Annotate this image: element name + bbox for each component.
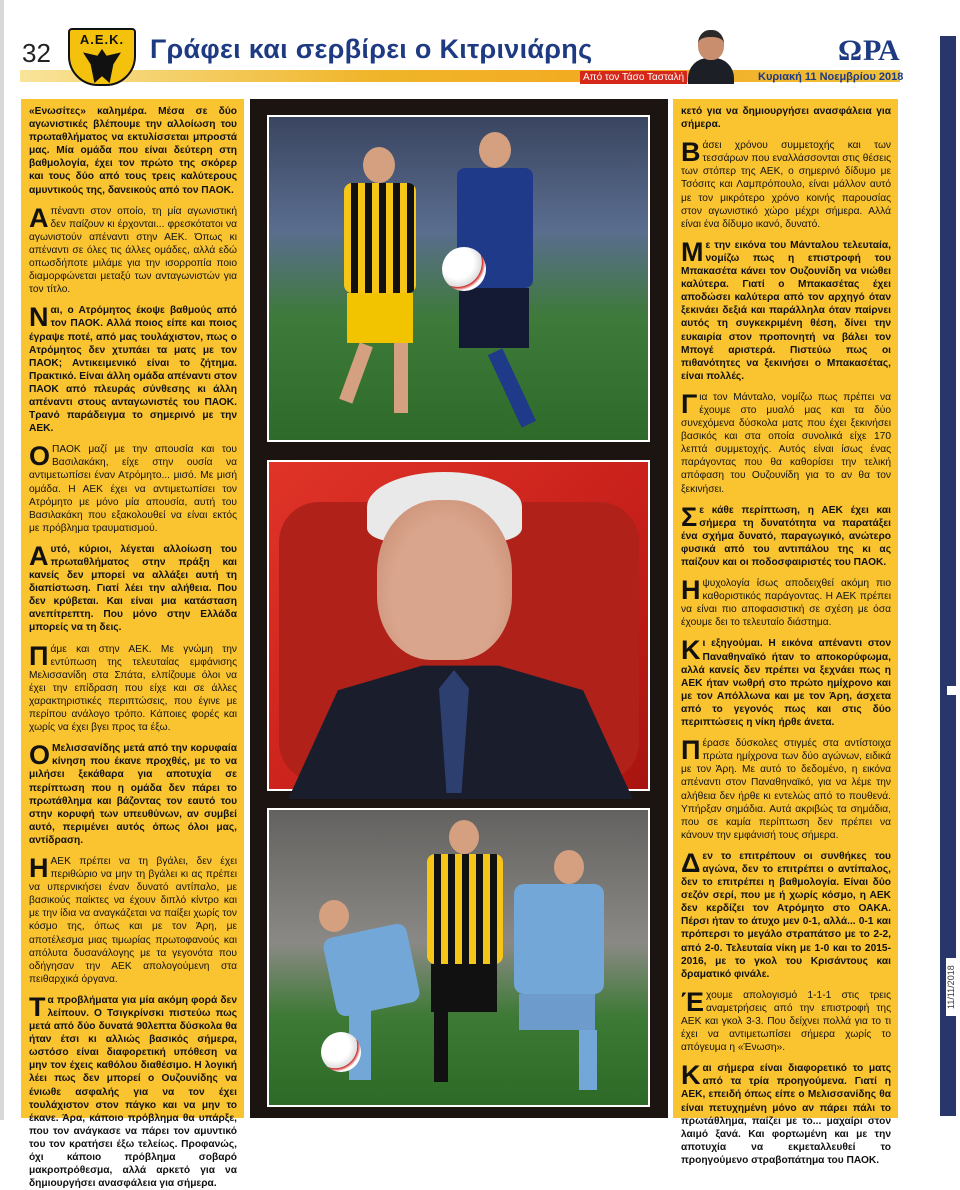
portrait-photo: [267, 460, 650, 791]
edge-marker: [947, 686, 956, 695]
match-photo-bottom: [267, 808, 650, 1107]
drop-cap: Ο: [29, 740, 51, 771]
paragraph-text: αι, ο Ατρόμητος έκοψε βαθμούς από τον ΠΑΟΚ. Αλλά ποιος είπε και ποιος έγραψε ποτέ, από μας τουλάχιστον, πως ο Ατρόμητος δεν χτυπάει τα ματς με τον ΠΑΟΚ; Αντικειμενικό είναι το ζήτημα. Πρακτικό. Είναι άλλη ομάδα απέναντι στον ΠΑΟΚ από πλευράς σύνθεσης κι άλλη απέναντι στους ανταγωνιστές του ΠΑΟΚ. Τρανό παράδειγμα το σημερινό με την ΑΕΚ.: [29, 305, 237, 435]
article-paragraph: [681, 105, 891, 131]
player-yellow: [339, 147, 419, 437]
right-edge-rule: [940, 36, 956, 1116]
aek-logo: [68, 28, 136, 86]
article-paragraph: [29, 202, 237, 297]
match-photo-top: [267, 115, 650, 442]
article-paragraph: [29, 105, 237, 197]
paragraph-text: α προβλήματα για μία ακόμη φορά δεν λείπουν. Ο Τσιγκρίνσκι πιστεύω πως μετά από δύο δυνατά 90λεπτα δύσκολα θα ήταν έτσι κι αλλιώς βασικός σήμερα, ωστόσο είναι διαφορετική υπόθεση να μην τον έχεις καθόλου διαθέσιμο. Η λογική λέει πως δεν μπορεί ο Ουζουνίδης να ένιωθε ασφαλής για να τον έχει τουλάχιστον στον πάγκο και να μην το έκανε. Άρα, κάποιο πρόβλημα θα υπάρξε, που τον ανάγκασε να πάρει τον αμυντικό του τον κρατήσει έξω τελείως. Προφανώς, όχι κάποιο πρόβλημα σοβαρό μακροπρόθεσμα, αλλά αρκετό για να δημιουργήσει ανασφάλεια για σήμερα.: [29, 994, 237, 1190]
article-paragraph: [29, 742, 237, 847]
paragraph-text: αι σήμερα είναι διαφορετικό το ματς από τα τρία προηγούμενα. Γιατί η ΑΕΚ, επειδή όπως είπε ο Μελισσανίδης θα είναι πετυχημένη μόνο αν πάρει πάλι το πρωτάθλημα, παίζει με το... μαχαίρι στον λαιμό ξανά. Και φορτωμένη και με την αποτυχία να εκμεταλλευθεί το προηγούμενο στραβοπάτημα του ΠΑΟΚ.: [681, 1063, 891, 1166]
logo-text: Α.Ε.Κ.: [79, 32, 125, 47]
drop-cap: Π: [681, 735, 701, 766]
article-paragraph: [681, 577, 891, 629]
paragraph-text: ε την εικόνα του Μάνταλου τελευταία, νομίζω πως η επιστροφή του Μπακασέτα κάνει τον Ουζουνίδη να νιώθει καλύτερα. Γιατί ο Μπακασέτας έχει αποδώσει καλύτερα από τον αρχηγό όταν ξεκινάει δεξιά και παράλληλα όταν παίρνει αυτός τη συγκεκριμένη θέση, δίνει την ευκαιρία στον προπονητή να βάλει τον Μπογέ αριστερά. Πιστεύω πως οι πιθανότητες να ξεκινήσει ο Μπακασέτας, είναι πολλές.: [681, 239, 891, 382]
page-title: Γράφει και σερβίρει ο Κιτρινιάρης: [150, 34, 593, 64]
player-sky-right: [499, 850, 609, 1095]
paragraph-text: ΠΑΟΚ μαζί με την απουσία και του Βασιλακάκη, είχε στην ουσία να αντιμετωπίσει έναν Ατρόμητο... μισό. Με μισή ομάδα. Η ΑΕΚ έχει να αντιμετωπίσει τον Ατρόμητο με μόνο μία απουσία, αυτή του Βασιλακάκη που εξακολουθεί να είναι εκτός με πρόβλημα τραυματισμού.: [29, 444, 237, 534]
drop-cap: Τ: [29, 991, 46, 1022]
article-paragraph: [29, 852, 237, 986]
paragraph-text: «Ενωσίτες» καλημέρα. Μέσα σε δύο αγωνιστικές βλέπουμε την αλλοίωση του πρωταθλήματος να εκτυλίσσεται μπροστά μας. Μία ομάδα που είναι δεύτερη στη βαθμολογία, έχει τον πρώτο της σκόρερ και τους δύο από τους τρεις καλύτερους αμυντικούς της, δανεικούς από τον ΠΑΟΚ.: [29, 106, 237, 196]
left-text-column: [21, 99, 244, 1190]
drop-cap: Β: [681, 137, 701, 168]
article-paragraph: [681, 236, 891, 383]
drop-cap: Η: [681, 575, 701, 606]
author-body: [688, 58, 734, 84]
eagle-icon: [83, 49, 121, 83]
paragraph-text: άσει χρόνου συμμετοχής και των τεσσάρων που εναλλάσσονται στις θέσεις των στόπερ της ΑΕΚ, ο σημερινό δίδυμο με Τσόσιτς και Λαμπρόπουλο, είναι μάλλον αυτό με τον μικρότερο χρόνο κοινής παρουσίας στον αγωνιστικό χώρο μέχρι σήμερα. Αλλά είναι ένα δίδυμο ικανό, δυνατό.: [681, 140, 891, 230]
paragraph-text: άμε και στην ΑΕΚ. Με γνώμη την εντύπωση της τελευταίας εμφάνισης Μελισσανίδη στα Σπάτα, ελπίζουμε όλοι να έχει την επίδραση που είχε και σε άλλες χαρακτηριστικές περιπτώσεις, που έγινε με περίπου ανάλογο τρόπο. Κάποιες φορές και χωρίς να έχει βγει προς τα έξω.: [29, 643, 237, 734]
paragraph-text: κετό για να δημιουργήσει ανασφάλεια για σήμερα.: [681, 106, 891, 131]
paragraph-text: έρασε δύσκολες στιγμές στα αντίστοιχα πρώτα ημίχρονα των δύο αγώνων, ειδικά με τον Άρη. Με αυτό το δεδομένο, η εικόνα απέναντι στον Παναθηναϊκό, για να λέμε την αλήθεια δεν ήρθε κι εντελώς από το πουθενά. Υπήρξαν σημάδια. Αυτά ακριβώς τα σημάδια, που σε καμία περίπτωση δεν πρέπει να κάνουν την εμφάνισή τους σήμερα.: [681, 738, 891, 841]
right-text-column: [673, 99, 898, 1166]
article-paragraph: [29, 991, 237, 1190]
article-paragraph: [681, 847, 891, 981]
paragraph-text: ψυχολογία ίσως αποδειχθεί ακόμη πιο καθοριστικός παράγοντας. Η ΑΕΚ πρέπει να είναι πιο αποφασιστική σε σχέση με όσα έχουμε δει το τελευταίο διάστημα.: [681, 578, 891, 629]
drop-cap: Ν: [29, 302, 49, 333]
paragraph-text: υτό, κύριοι, λέγεται αλλοίωση του πρωταθλήματος στην πράξη και κανείς δεν μπορεί να αλλάξει αυτή τη διαπίστωση. Γιατί λέει την αλήθεια. Που δεν κρύβεται. Και είναι μια κατάσταση ανεπίτρεπτη. Που μόνο στην Ελλάδα μπορείς να τη δεις.: [29, 543, 237, 634]
side-date-label: 11/11/2018: [946, 958, 958, 1016]
issue-date: Κυριακή 11 Νοεμβρίου 2018: [758, 71, 904, 83]
left-edge: [0, 0, 4, 1120]
article-paragraph: [681, 501, 891, 569]
drop-cap: Μ: [681, 236, 704, 267]
drop-cap: Έ: [681, 986, 705, 1017]
paragraph-text: εν το επιτρέπουν οι συνθήκες του αγώνα, δεν το επιτρέπει ο αντίπαλος, δεν το επιτρέπει η βαθμολογία. Είναι δύο σεζόν σερί, που με ή χωρίς κόσμο, η ΑΕΚ δεν κερδίζει τον Ατρόμητο στο ΟΑΚΑ. Πέρσι ήταν το άτυχο μεν 0-1, αλλά... 0-1 και πρόπερσι το μεγάλο στραπάτσο με το 2-2, από 2-0. Τελευταία νίκη με 1-0 και το 2015-2016, με το γκολ του Κρισάντους και δραματικό φινάλε.: [681, 850, 891, 980]
drop-cap: Δ: [681, 847, 701, 878]
paragraph-text: πέναντι στον οποίο, τη μία αγωνιστική δεν παίζουν κι έρχονται... φρεσκότατοι να αγωνιστούν απέναντι στην ΑΕΚ. Όπως κι απέναντι σε όλες τις άλλες ομάδες, αλλά εδώ οπωσδήποτε μιλάμε για την ισορροπία ποιο διαμορφώνεται μεταξύ των ανταγωνιστών για τον τίτλο.: [29, 205, 237, 296]
author-head: [698, 30, 724, 60]
page-number: 32: [22, 38, 51, 68]
article-paragraph: [681, 737, 891, 842]
soccer-ball: [321, 1032, 361, 1072]
drop-cap: Π: [29, 640, 49, 671]
drop-cap: Α: [29, 202, 49, 233]
paragraph-text: χουμε απολογισμό 1-1-1 στις τρεις αναμετρήσεις από την επιστροφή της ΑΕΚ και γκολ 3-3. Που δείχνει πολλά για το τι έχει να αντιμετωπίσει σήμερα χωρίς το απόγευμα η «Ένωση».: [681, 989, 891, 1054]
article-paragraph: [29, 304, 237, 435]
drop-cap: Η: [29, 852, 49, 883]
article-paragraph: [29, 443, 237, 535]
article-paragraph: [681, 637, 891, 729]
paragraph-text: ια τον Μάνταλο, νομίζω πως πρέπει να έχουμε στο μυαλό μας και τα δύο συνεχόμενα δύσκολα ματς που έχει ξεκινήσει βασικός και στα οποία συνολικά είχε 170 λεπτά συμμετοχής. Αυτός είναι ίσως ένας παράγοντας που θα καθορίσει την τελική απόφαση του Ουζουνίδη για το αν θα τον ξεκινήσει.: [681, 391, 891, 495]
author-photo: [686, 30, 736, 82]
player-yellow-bottom: [419, 820, 509, 1090]
paragraph-text: Μελισσανίδης μετά από την κορυφαία κίνηση που έκανε προχθές, με το να μιλήσει ξεκάθαρα για αποτυχία σε περίπτωση που η ομάδα δεν πάρει το πρωτάθλημα και βάζοντας τον εαυτό του στην κορυφή των υπευθύνων, αν συμβεί αυτό, περιμένει αυτός όπως όλοι μας, αντίδραση.: [29, 743, 237, 846]
paragraph-text: ΑΕΚ πρέπει να τη βγάλει, δεν έχει περιθώριο να μην τη βγάλει κι ας πρέπει να υπερνικήσει έναν δυνατό αντίπαλο, με βασικούς παίκτες να έχουν διπλό κίντρο και με την ίδια να αναγκάζεται να παίξει χωρίς τον κόσμο της, όπως και με τον Άρη, με αποτέλεσμα μιας τιμωρίας πρωτοφανούς και απόλυτα δυσανάλογης με τα γεγονότα που οδήγησαν την ΑΕΚ απολογούμενη στα πειθαρχικά όργανα.: [29, 855, 237, 985]
paragraph-text: ι εξηγούμαι. Η εικόνα απέναντι στον Παναθηναϊκό ήταν το αποκορύφωμα, αλλά κανείς δεν πρέπει να ξεχνάει πως η ΑΕΚ ήταν νωθρή στο πρώτο ημίχρονο και με τον Απόλλωνα και με τον Άρη, άσχετα από το γεγονός πως και στις δύο περιπτώσεις η νίκη ήρθε άνετα.: [681, 638, 891, 729]
article-paragraph: [681, 1062, 891, 1167]
face: [377, 500, 512, 660]
drop-cap: Κ: [681, 635, 701, 666]
article-paragraph: [681, 986, 891, 1054]
paragraph-text: ε κάθε περίπτωση, η ΑΕΚ έχει και σήμερα τη δυνατότητα να παρατάξει ένα σχήμα δυνατό, παραγωγικό, ανώτερο φυσικά από του αντιπάλου της κι ας παίζουν και οι ποδοσφαιριστές του ΠΑΟΚ.: [681, 504, 891, 568]
article-paragraph: [29, 640, 237, 735]
article-paragraph: [681, 388, 891, 496]
drop-cap: Ο: [29, 441, 51, 472]
newspaper-brand: ΩΡΑ: [838, 34, 901, 67]
article-paragraph: [681, 139, 891, 231]
drop-cap: Σ: [681, 501, 698, 532]
drop-cap: Α: [29, 540, 49, 571]
drop-cap: Κ: [681, 1060, 701, 1091]
article-paragraph: [29, 540, 237, 635]
author-badge: Από τον Τάσο Τασταλή: [580, 71, 687, 84]
drop-cap: Γ: [681, 388, 698, 419]
soccer-ball: [442, 247, 486, 291]
